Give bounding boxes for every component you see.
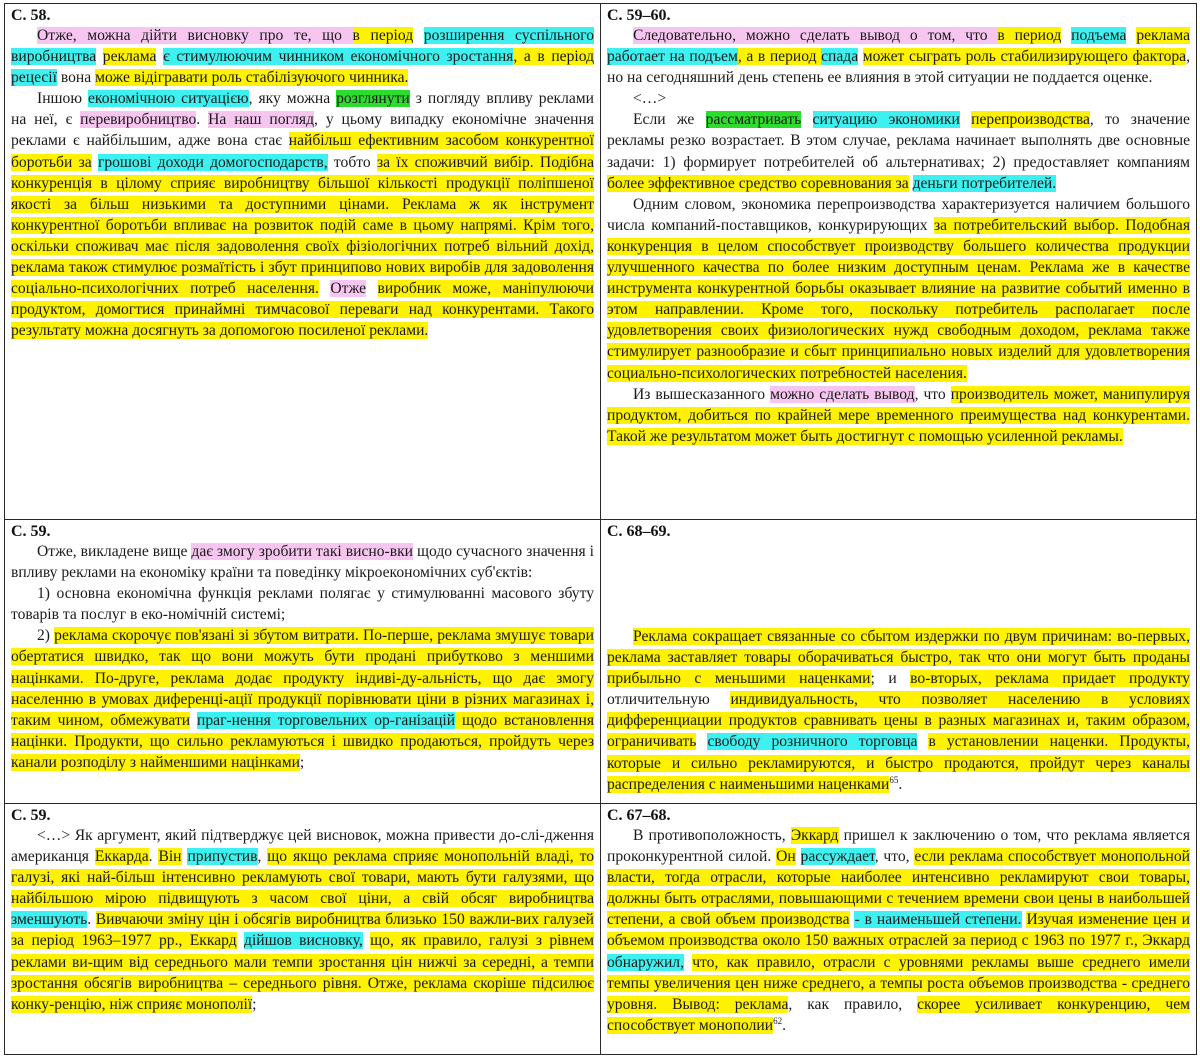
highlighted-text: праг-нення торговельних ор-ганізацій [197,711,456,729]
highlighted-text: в период [997,27,1062,44]
highlighted-text: Изучая изменение цен и объемом производства около 150 важных отраслей за период с 1963 по 1977 г., Эккард [607,911,1191,950]
text-run [1126,27,1136,44]
page-reference: С. 59. [11,523,51,540]
text-run: <…> Як аргумент, який підтверджує цей висновок, можна привести до-слі-дження американця [11,827,594,866]
text-run: Отже, викладене вище [37,543,192,560]
paragraph [11,25,594,88]
text-run: , [257,848,268,866]
highlighted-text: дійшов висновку, [244,932,363,950]
highlighted-text: свободу розничного торговца [707,733,918,751]
highlighted-text: рассуждает [800,848,875,866]
paragraph [11,583,594,625]
highlighted-text: що, як правило, галузі з рівнем реклами ви-щим від середнього мали темпи зростання цін нижчі за середні, а темпи зростання обсягів виробництва – середнього рівня. Отже, реклама скоріше підсилює конку-ренцію, ніж сприяє монополії [11,932,594,1013]
text-run [413,27,424,44]
highlighted-text: работает на подъем [607,48,738,66]
text-run: Из вышесказанного [633,385,771,403]
highlighted-text: что, как правило, отрасли с уровнями рекламы выше среднего имели темпы увеличения цен ниже среднего, а темпы роста объемов производства - среднего уровня. Вывод: реклама [607,953,1190,1013]
highlighted-text: за потребительский выбор. Подобная конкуренция в целом способствует производству большего количества продукции улучшенного качества по более низким доступным ценам. Реклама же в качестве инструмента конкурентной борьбы оказывает влияние на развитие событий именно в этом направлении. Кроме того, поскольку потребитель располагает после удовлетворения своих физиологических нужд свободным доходом, реклама также стимулирует разнообразие и сбыт принципиально новых изделий для удовлетворения социально-психологических потребностей населения. [607,216,1191,382]
text-run: , то значение рекламы резко возрастает. В этом случае, реклама начинает выполнять две основные задачи: 1) формирует потребителей об альтернативах; 2) предоставляет компаниям [607,111,1190,171]
text-run: Если же [633,111,706,129]
highlighted-text: може відігравати роль стабілізуючого чинника. [95,69,409,87]
text-run [366,280,377,297]
text-run: . [87,911,96,929]
cell-ukrainian [5,520,601,804]
paragraph [11,625,594,773]
highlighted-text: обнаружил, [607,953,684,971]
text-run: 2) [37,627,55,645]
highlighted-text: Он [776,848,796,866]
highlighted-text: реклама [1136,27,1191,44]
highlighted-text: що якщо реклама сприяє монопольній владі, то галузі, які най-більш інтенсивно рекламують свої товари, мають бути галузями, що найбільшою мірою підвищують з часом свої ціни, а свій обсяг виробництва [11,848,594,908]
highlighted-text: Реклама сокращает связанные со сбытом издержки по двум причинам: во-первых, реклама заставляет товары оборачиваться быстро, так что они могут быть проданы прибыльно с меньшими наценками [607,628,1190,688]
highlighted-text: индивидуальность, что позволяет населению в условиях дифференциации продуктов сравнивать цены в разных магазинах и, таким образом, ограничивать [607,691,1190,751]
cell-russian [601,4,1197,520]
page-reference: С. 68–69. [607,523,671,540]
text-run: Іншою [37,90,88,108]
highlighted-text: виробник може, маніпулюючи продуктом, домогтися принаймні тимчасової переваги над конкурентами. Такого результату можна досягнуть за допомогою посиленої реклами. [11,280,594,340]
text-run: В противоположность, [633,827,791,844]
paragraph [607,88,1190,109]
highlighted-text: можно сделать вывод [770,385,915,403]
paragraph [11,541,594,583]
text-run [801,111,812,128]
highlighted-text: подъема [1071,27,1127,44]
paragraph [607,825,1190,1036]
text-run: отличительную [607,691,731,709]
highlighted-text: более эффективное средство соревнования за [607,174,909,192]
table-row [5,4,1197,520]
highlighted-text: , а в период [737,48,822,66]
page-reference: С. 59. [11,807,51,824]
text-run [237,932,244,949]
paragraph [607,109,1190,193]
highlighted-text: перевиробництво [80,111,197,129]
text-run [960,111,971,128]
highlighted-text: деньги потребителей. [912,174,1057,192]
highlighted-text: припустив [187,848,258,866]
footnote-ref: 62 [773,1015,783,1026]
page-reference: С. 67–68. [607,807,671,824]
text-run: тобто [327,153,377,171]
text-run: <…> [633,90,667,108]
paragraph [11,825,594,1015]
text-run: , яку можна [248,90,337,108]
highlighted-text: , а в період [513,48,595,66]
highlighted-text: розширення суспільного виробництва [11,27,594,66]
text-run: ; [299,753,305,771]
highlighted-text: может сыграть роль стабилизирующего фактора [862,48,1187,66]
highlighted-text: - в наименьшей степени. [854,911,1022,929]
text-run: Одним словом, экономика перепроизводства характеризуется наличием большого числа компаний-поставщиков, конкурирующих [607,195,1190,234]
cell-russian [601,520,1197,804]
text-run [96,48,103,65]
text-run: щодо сучасного значення і впливу реклами на економіку країни та поведінку мікроекономічних суб'єктів: [11,543,594,582]
highlighted-text: Эккард [790,827,839,844]
footnote-ref: 65 [889,774,899,785]
page-reference: С. 59–60. [607,7,671,24]
text-run: . [782,1016,787,1034]
highlighted-text: Він [158,848,182,866]
highlighted-text: Отже [330,280,367,298]
text-run: , но на сегодняшний день степень ее влияния в этой ситуации не поддается оценке. [607,48,1191,87]
highlighted-text: щодо встановлення націнки. Продукти, що сильно рекламуються і швидко продаються, пройдуть через канали розподілу з найменшими націнками [11,711,594,771]
text-run [684,954,692,971]
highlighted-text: На наш погляд [208,111,315,129]
highlighted-text: если реклама способствует монопольной власти, тогда отрасли, которые наиболее интенсивно рекламируют свои товары, должны быть отраслями, повышающими с течением времени свои цены в наибольшей степени, а свой объем производства [607,848,1190,929]
cell-ukrainian [5,804,601,1055]
text-run: , что [914,385,951,403]
highlighted-text: ситуацию экономики [812,111,960,129]
highlighted-text: зменшують [11,911,88,929]
text-run [796,848,801,865]
text-run: вона [56,69,96,87]
text-run [190,712,197,729]
highlighted-text: в період [352,27,414,44]
highlighted-text: Еккарда [94,848,149,866]
highlighted-text: спада [821,48,859,66]
text-run: ; и [870,670,911,688]
text-run: , что, [874,848,915,866]
table-row [5,804,1197,1055]
paragraph [607,626,1190,795]
highlighted-text: реклама [102,48,157,66]
highlighted-text: розглянути [336,90,410,108]
highlighted-text: за їх споживчий вибір. Подібна конкуренція в цілому сприяє виробництву більшої кількості продукції поліпшеної якості за більш низькими та доступними цінами. Реклама ж як інструмент конкурентної боротьби впливає на розвиток подій саме в цьому напрямі. Крім того, оскільки споживач має після задоволення своїх фізіологічних потреб вільний дохід, реклама також стимулює розмаїтість і збут принципово нових виробів для задоволення соціально-психологічних потреб населення. [11,153,595,298]
highlighted-text: реклама скорочує пов'язані зі збутом витрати. По-перше, реклама змушує товари обертатися швидко, так що вони можуть бути продані прибутково з меншими націнками. По-друге, реклама додає продукту індиві-ду-альність, що дає змогу населенню в умовах диференці-ації продукції порівнювати ціни в різних магазинах і, таким чином, обмежувати [11,627,594,729]
text-run [1061,27,1071,44]
paragraph [11,88,594,341]
text-run: , как правило, [788,995,918,1013]
highlighted-text: Отже, можна дійти висновку про те, що [37,27,353,44]
text-run: пришел к заключению о том, что реклама является проконкурентной силой. [607,827,1190,866]
highlighted-text: во-вторых, реклама придает продукту [910,670,1190,688]
text-run: з погляду впливу реклами на неї, є [11,90,594,129]
highlighted-text: дає змогу зробити такі висно-вки [191,543,413,560]
text-run [92,154,98,171]
highlighted-text: Следовательно, можно сделать вывод о том, что [633,27,998,44]
text-run: , у цьому випадку економічне значення реклами є найбільшим, адже вона стає [11,111,594,150]
highlighted-text: рецесії [11,69,57,87]
text-run [917,733,928,750]
text-run [319,280,330,297]
text-run: 1) основна економічна функція реклами полягає у стимулюванні масового збуту товарів та послуг в еко-номічній системі; [11,585,594,624]
highlighted-text: є стимулюючим чинником економічного зростання [163,48,514,66]
text-run: . [196,111,209,129]
paragraph [607,194,1190,384]
cell-russian [601,804,1197,1055]
text-run [909,175,913,192]
cell-ukrainian [5,4,601,520]
highlighted-text: найбільш ефективним засобом конкурентної боротьби за [11,132,594,171]
highlighted-text: грошові доходи домогосподарств, [97,153,328,171]
highlighted-text: економічною ситуацією [88,90,249,108]
highlighted-text: скорее усиливает конкуренцию, чем способствует монополии [607,995,1190,1034]
text-run [696,733,707,750]
text-run: . [148,848,159,866]
page-reference: С. 58. [11,7,51,24]
paragraph [607,25,1190,88]
highlighted-text: Вивчаючи зміну цін і обсягів виробництва близько 150 важли-вих галузей за період 1963–1977 рр., Еккард [11,911,595,950]
highlighted-text: производитель может, манипулируя продуктом, добиться по крайней мере временного преимущества над конкурентами. Такой же результатом может быть достигнут с помощью усиленной рекламы. [607,385,1191,445]
text-run: . [898,775,903,793]
paragraph [607,384,1190,447]
comparison-table [4,3,1197,1055]
table-row [5,520,1197,804]
highlighted-text: рассматривать [705,111,802,129]
highlighted-text: в установлении наценки. Продукты, которые и сильно рекламируются, и быстро продаются, пройдут через каналы распределения с наименьшими наценками [607,733,1191,793]
highlighted-text: перепроизводства [971,111,1090,129]
text-run: ; [252,995,257,1013]
